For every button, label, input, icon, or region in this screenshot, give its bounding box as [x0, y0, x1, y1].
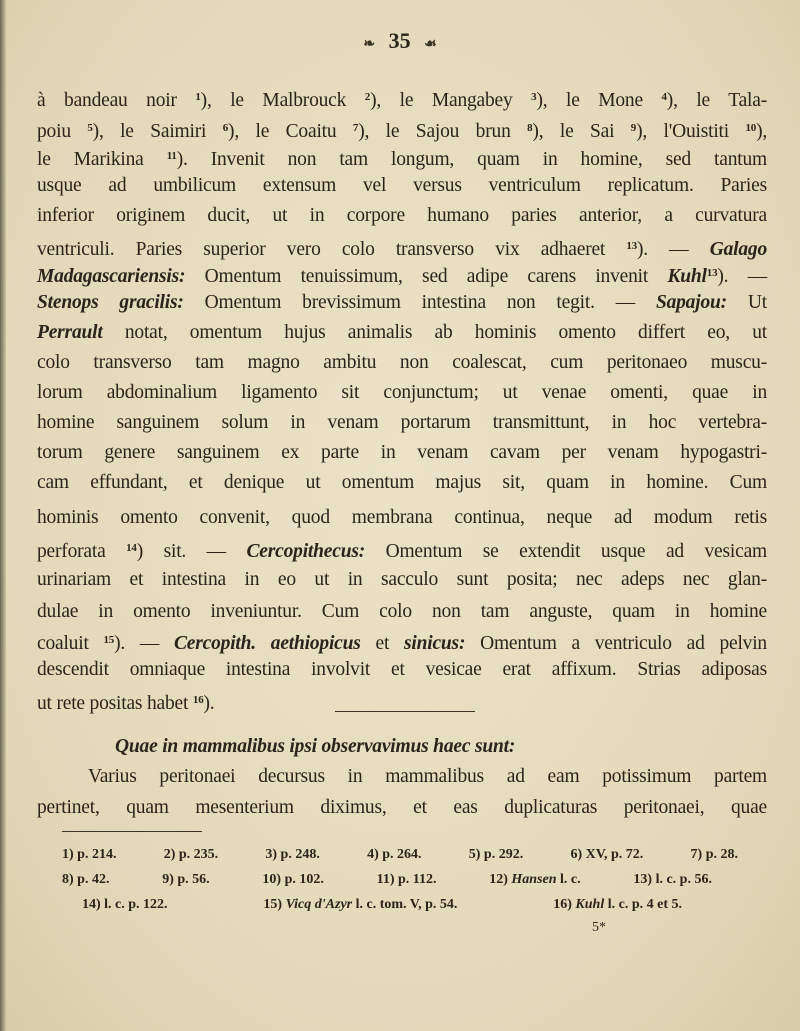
footnote-ref: 10	[745, 122, 757, 134]
text-segment: ), le Malbrouck	[200, 90, 365, 111]
footnote-ref: 4	[661, 91, 667, 103]
footnote-number: 10)	[262, 872, 282, 887]
text-line	[37, 291, 767, 315]
text-line	[88, 765, 767, 789]
text-segment: Omentum a ventriculo ad pelvin	[465, 633, 767, 654]
ornament-left-icon: ❧	[363, 37, 376, 52]
text-line	[37, 536, 767, 564]
footnote-text: l. c. tom. V, p. 54.	[352, 897, 458, 912]
footnote-author: Hansen	[511, 872, 557, 887]
footnote-text: p. 248.	[280, 847, 320, 862]
footnote-number: 4)	[367, 847, 379, 862]
footnote	[262, 871, 323, 889]
text-line	[37, 628, 767, 656]
footnote	[82, 896, 168, 914]
text-segment: poiu	[37, 121, 88, 142]
text-segment: urinariam et intestina in eo ut in sacculo sunt posita; nec adeps nec glan-	[37, 569, 767, 590]
text-segment: coaluit	[37, 633, 104, 654]
section-divider	[335, 711, 475, 712]
footnote-number: 1)	[62, 847, 74, 862]
footnote-ref: 13	[706, 267, 718, 279]
text-segment: ). —	[636, 239, 710, 260]
text-segment: ), le Sai	[532, 121, 631, 142]
text-line	[37, 234, 767, 262]
footnote-ref: 7	[352, 122, 359, 134]
italic-term: Cercopith. aethiopicus	[174, 633, 361, 654]
footnote-number: 9)	[162, 872, 174, 887]
footnote	[162, 871, 209, 889]
text-line	[37, 321, 767, 345]
italic-term: Perrault	[37, 322, 103, 343]
footnote-row	[62, 846, 738, 864]
text-segment: le Marikina	[37, 149, 167, 170]
footnote	[265, 846, 319, 864]
text-segment: ), le Tala-	[666, 90, 767, 111]
text-segment: Omentum tenuissimum, sed adipe carens invenit	[185, 266, 668, 287]
text-segment: perforata	[37, 541, 127, 562]
text-segment: ). —	[717, 266, 767, 287]
footnote	[570, 846, 643, 864]
footnote-text: p. 264.	[382, 847, 422, 862]
footnote-text: l. c. p. 122.	[104, 897, 168, 912]
text-segment: ),	[756, 121, 768, 142]
footnote-number: 6)	[570, 847, 583, 862]
footnote	[62, 846, 116, 864]
text-segment: ), le Coaitu	[228, 121, 353, 142]
footnote	[263, 896, 457, 914]
text-line	[37, 796, 767, 820]
footnote-text: p. 28.	[705, 847, 738, 862]
footnote-number: 13)	[633, 872, 653, 887]
text-segment: colo transverso tam magno ambitu non coalescat, cum peritonaeo muscu-	[37, 352, 767, 373]
footnote	[164, 846, 218, 864]
text-line	[37, 351, 767, 375]
text-segment: Omentum brevissimum intestina non tegit. —	[183, 292, 656, 313]
footnote-ref: 15	[103, 634, 115, 646]
footnote-ref: 13	[626, 240, 637, 252]
text-line	[37, 261, 767, 289]
footnote-text: p. 102.	[284, 872, 324, 887]
footnote-text: l. c. p. 4 et 5.	[604, 897, 682, 912]
italic-term: Stenops gracilis:	[37, 292, 184, 313]
footnote-ref: 14	[126, 542, 137, 554]
text-line	[37, 471, 767, 495]
text-line	[115, 735, 794, 759]
footnote-text: p. 235.	[178, 847, 219, 862]
text-line	[37, 658, 767, 682]
footnote-ref: 11	[166, 150, 177, 162]
footnote-row	[82, 896, 682, 914]
footnote-text: l. c.	[556, 872, 581, 887]
footnote-number: 8)	[62, 872, 74, 887]
text-line	[37, 568, 767, 592]
text-segment: ), le Sajou brun	[358, 121, 528, 142]
footnote-row	[62, 871, 712, 889]
footnote-text: p. 42.	[77, 872, 110, 887]
footnote-author: Kuhl	[575, 897, 605, 912]
text-segment: à bandeau noir	[37, 90, 196, 111]
text-segment: homine sanguinem solum in venam portarum transmittunt, in hoc vertebra-	[37, 412, 767, 433]
footnote-number: 3)	[265, 847, 278, 862]
footnote-number: 16)	[553, 897, 572, 912]
footnote-ref: 8	[527, 122, 533, 134]
text-segment: ut rete positas habet	[37, 693, 193, 714]
footnote-ref: 3	[531, 91, 537, 103]
text-segment: Ut	[726, 292, 767, 313]
footnote	[633, 871, 712, 889]
text-segment: ventriculi. Paries superior vero colo transverso vix adhaeret	[37, 239, 627, 260]
text-line	[37, 174, 767, 198]
text-line	[37, 411, 767, 435]
text-segment: cam effundant, et denique ut omentum majus sit, quam in homine. Cum	[37, 472, 767, 493]
footnote-number: 12)	[489, 872, 508, 887]
text-line	[37, 441, 767, 465]
footnote-number: 15)	[263, 897, 283, 912]
italic-term: Madagascariensis:	[37, 266, 186, 287]
footnote-author: Vicq d'Azyr	[285, 897, 353, 912]
text-segment: ), le Mangabey	[370, 90, 532, 111]
text-segment: ).	[203, 693, 215, 714]
footnote	[489, 871, 580, 889]
text-segment: ), le Mone	[536, 90, 662, 111]
text-segment: notat, omentum hujus animalis ab hominis omento differt eo, ut	[102, 322, 767, 343]
text-segment: hominis omento convenit, quod membrana continua, neque ad modum retis	[37, 507, 767, 528]
footnote-number: 5)	[468, 847, 481, 862]
footnote-ref: 9	[630, 122, 637, 134]
footnote-number: 7)	[690, 847, 703, 862]
page-number: 35	[388, 28, 411, 53]
footnote-ref: 5	[87, 122, 93, 134]
italic-term: Kuhl	[667, 266, 707, 287]
footnote-ref: 1	[195, 91, 201, 103]
text-segment: ). —	[114, 633, 174, 654]
text-segment: Varius peritonaei decursus in mammalibus ad eam potissimum partem	[88, 766, 767, 787]
footnote-text: p. 214.	[77, 847, 117, 862]
italic-term: Quae in mammalibus ipsi observavimus haec sunt:	[115, 736, 516, 757]
text-segment: descendit omniaque intestina involvit et vesicae erat affixum. Strias adiposas	[37, 659, 767, 680]
footnote-ref: 6	[222, 122, 229, 134]
italic-term: sinicus:	[403, 633, 466, 654]
italic-term: Cercopithecus:	[246, 541, 366, 562]
italic-term: Galago	[709, 239, 767, 260]
text-segment: torum genere sanguinem ex parte in venam cavam per venam hypogastri-	[37, 442, 767, 463]
text-segment: ), l'Ouistiti	[636, 121, 746, 142]
footnote-number: 11)	[376, 872, 395, 887]
footnote-number: 2)	[163, 847, 176, 862]
footnote	[691, 846, 738, 864]
text-segment: ) sit. —	[136, 541, 247, 562]
footnote-number: 14)	[82, 897, 101, 912]
footnote	[553, 896, 682, 914]
page-header	[0, 28, 800, 54]
footnote-text: p. 292.	[483, 847, 524, 862]
text-segment: inferior originem ducit, ut in corpore humano paries anterior, a curvatura	[37, 205, 767, 226]
text-segment: usque ad umbilicum extensum vel versus ventriculum replicatum. Paries	[37, 175, 767, 196]
text-line	[37, 600, 767, 624]
footnote	[377, 871, 437, 889]
text-segment: dulae in omento inveniuntur. Cum colo non tam anguste, quam in homine	[37, 601, 767, 622]
text-line	[37, 204, 767, 228]
footnote	[62, 871, 109, 889]
text-line	[37, 116, 767, 144]
footnote	[469, 846, 523, 864]
text-line	[37, 144, 767, 172]
footnote	[367, 846, 421, 864]
text-line	[37, 85, 767, 113]
text-line	[37, 381, 767, 405]
footnote-ref: 2	[364, 91, 371, 103]
text-segment: Omentum se extendit usque ad vesicam	[365, 541, 767, 562]
signature-mark: 5*	[592, 920, 606, 935]
italic-term: Sapajou:	[655, 292, 727, 313]
ornament-right-icon: ☙	[424, 37, 437, 52]
text-segment: ). Invenit non tam longum, quam in homine, sed tantum	[176, 149, 768, 170]
footnote-text: p. 112.	[398, 872, 437, 887]
page-edge	[0, 0, 6, 1031]
footnote-text: XV, p. 72.	[585, 847, 644, 862]
text-segment: pertinet, quam mesenterium diximus, et eas duplicaturas peritonaei, quae	[37, 797, 767, 818]
text-line	[37, 506, 767, 530]
footnote-ref: 16	[192, 694, 204, 706]
footnote-text: p. 56.	[177, 872, 210, 887]
footnote-rule	[62, 831, 202, 832]
text-segment: ), le Saimiri	[92, 121, 223, 142]
footnote-text: l. c. p. 56.	[655, 872, 712, 887]
text-segment: lorum abdominalium ligamento sit conjunctum; ut venae omenti, quae in	[37, 382, 767, 403]
text-segment: et	[360, 633, 404, 654]
